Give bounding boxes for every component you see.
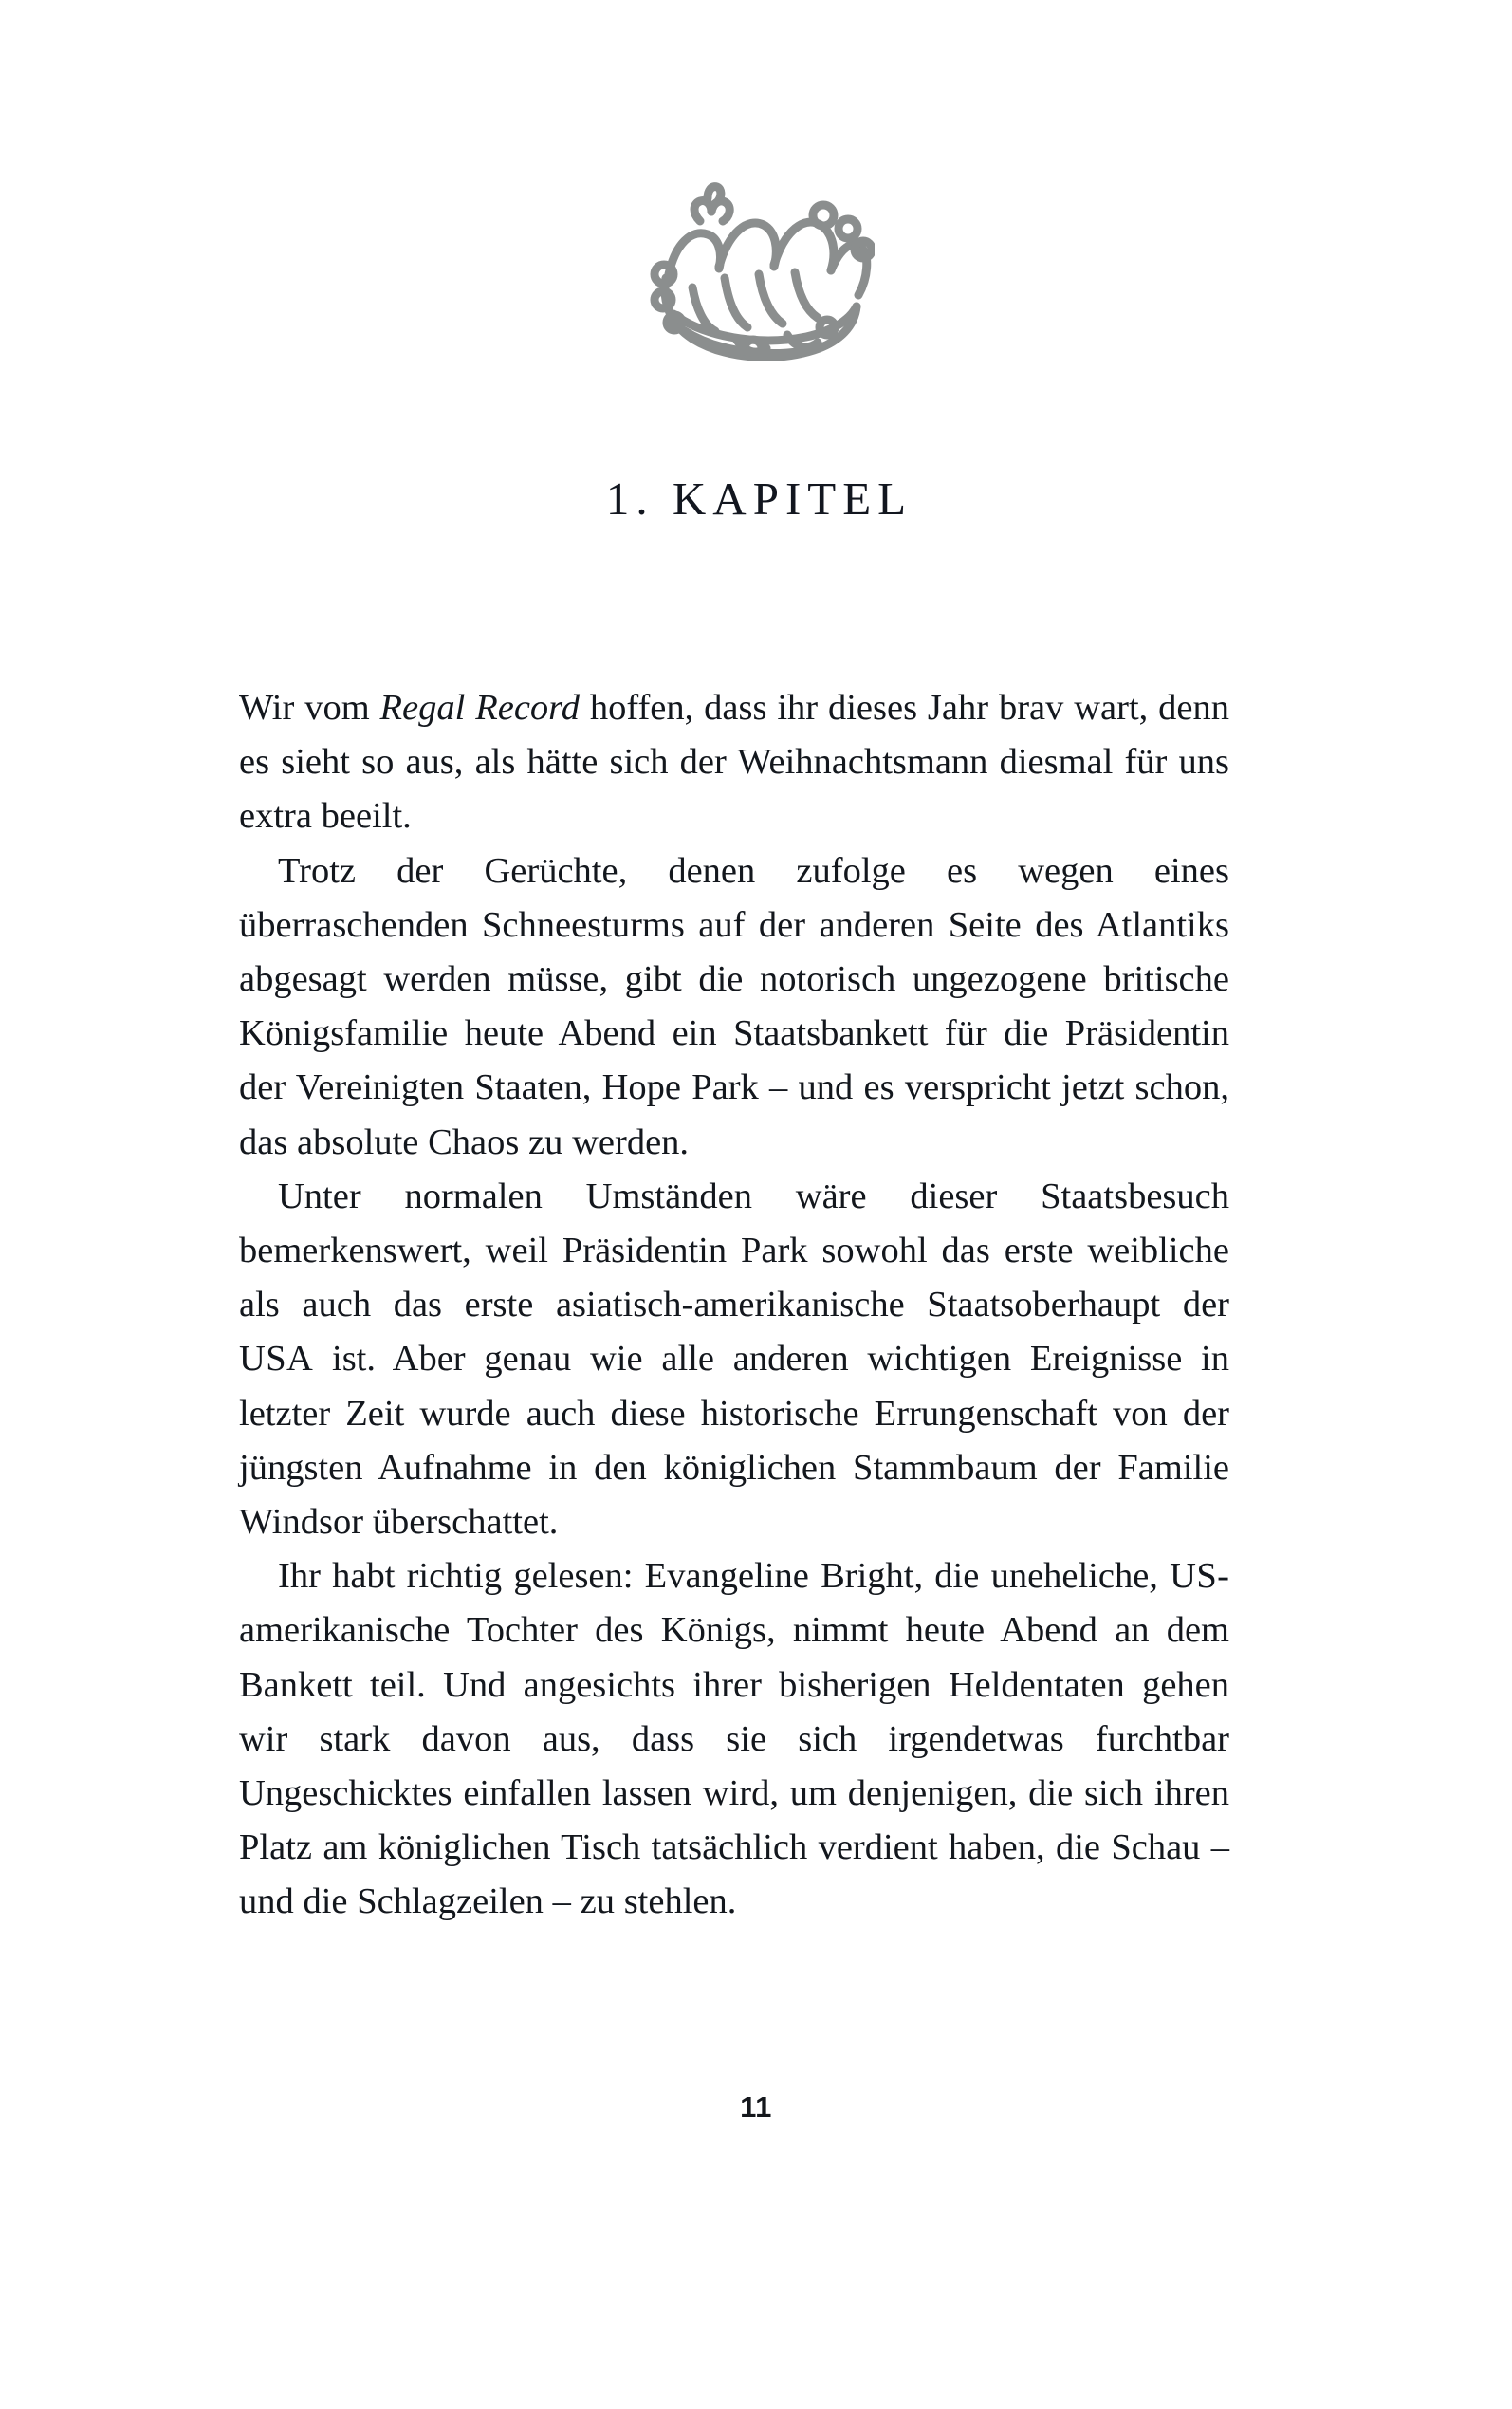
paragraph-1 (239, 681, 1229, 844)
abbreviation-us: US (1170, 1556, 1218, 1597)
paragraph-3-run-3: ist. Aber genau wie alle anderen wichtigen Ereignisse in letzter Zeit wurde auch diese historische Errungenschaft von der jüngsten Aufnahme in den königlichen Stammbaum der Familie Windsor überschattet. (239, 1339, 1229, 1543)
paragraph-3 (239, 1170, 1229, 1549)
paragraph-1-run-3: hoffen, dass ihr dieses Jahr brav wart, denn es sieht so aus, als hätte sich der Weihnachtsmann diesmal für uns extra beeilt. (239, 688, 1229, 837)
paragraph-4 (239, 1549, 1229, 1929)
paragraph-4-run-1: Ihr habt richtig gelesen: Evangeline Bright, die uneheliche, (278, 1556, 1171, 1597)
body-text-column (239, 681, 1229, 1930)
publication-title: Regal Record (379, 688, 580, 728)
crown-ornament (0, 176, 1512, 370)
page-number: 11 (740, 2090, 772, 2123)
paragraph-2-run-1: Trotz der Gerüchte, denen zufolge es wegen eines überraschenden Schneesturms auf der anderen Seite des Atlantiks abgesagt werden müsse, gibt die notorisch ungezogene britische Königsfamilie heute Abend ein Staatsbankett für die Präsidentin der Vereinigten Staaten, Hope Park – und es verspricht jetzt schon, das absolute Chaos zu werden. (239, 850, 1229, 1162)
chapter-heading: 1. KAPITEL (605, 473, 913, 525)
paragraph-3-run-1: Unter normalen Umständen wäre dieser Staatsbesuch bemerkenswert, weil Präsidentin Park sowohl das erste weibliche als auch das erste asiatisch-amerikanische Staatsoberhaupt der (239, 1176, 1229, 1325)
crown-icon (637, 176, 875, 370)
paragraph-2 (239, 844, 1229, 1170)
abbreviation-usa: USA (239, 1339, 314, 1380)
paragraph-1-run-1: Wir vom (239, 688, 380, 728)
paragraph-4-run-3: -amerikanische Tochter des Königs, nimmt heute Abend an dem Bankett teil. Und angesichts ihrer bisherigen Heldentaten gehen wir stark davon aus, dass sie sich irgendetwas furchtbar Ungeschicktes einfallen lassen wird, um denjenigen, die sich ihren Platz am königlichen Tisch tatsächlich verdient haben, die Schau – und die Schlagzeilen – zu stehlen. (239, 1556, 1229, 1922)
